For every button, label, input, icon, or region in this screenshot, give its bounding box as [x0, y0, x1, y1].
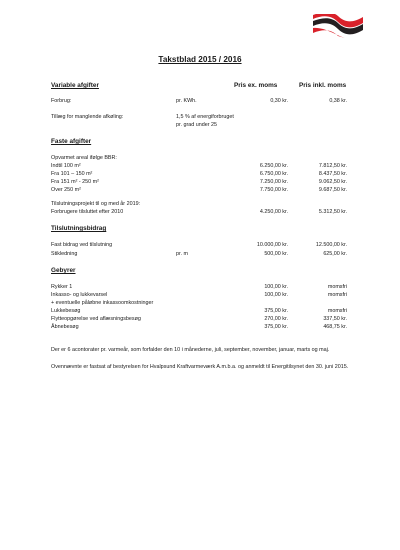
projekt-line1: Tilslutningsprojekt til og med år 2019:: [51, 201, 141, 207]
table-row-price-ex: 270,00 kr.: [264, 316, 288, 322]
column-header-incl-moms: Pris inkl. moms: [299, 82, 347, 89]
footer-note-fastsat: Ovennævnte er fastsat af bestyrelsen for Hvalpsund Kraftvarmeværk A.m.b.a. og anmeldt til Energitilsynet den 30. juni 2015.: [51, 364, 349, 370]
section-heading-faste: Faste afgifter: [51, 138, 92, 145]
table-row-price-ex: 375,00 kr.: [264, 308, 288, 314]
table-row-price-ex: 10.000,00 kr.: [256, 242, 288, 248]
column-header-ex-moms: Pris ex. moms: [234, 82, 278, 89]
table-row-price-incl: 9.687,50 kr.: [318, 187, 347, 193]
table-row-label: Åbnebesøg: [51, 324, 79, 330]
table-row-label: Fast bidrag ved tilslutning: [51, 242, 113, 248]
table-row-label: Indtil 100 m²: [51, 163, 81, 169]
table-row-price-incl: 337,50 kr.: [323, 316, 347, 322]
row-unit-line1: 1,5 % af energiforbruget: [176, 114, 234, 120]
table-row-price-ex: 6.750,00 kr.: [259, 171, 288, 177]
projekt-price-ex: 4.250,00 kr.: [259, 209, 288, 215]
table-row-price-incl: 468,75 kr.: [323, 324, 347, 330]
row-unit-line2: pr. grad under 25: [176, 122, 218, 128]
table-row-label: Lukkebesøg: [51, 308, 81, 314]
table-row-label: Fra 101 – 150 m²: [51, 171, 93, 177]
row-price-incl: 0,38 kr.: [329, 98, 347, 104]
company-logo-icon: [311, 14, 365, 38]
row-price-ex: 0,30 kr.: [270, 98, 288, 104]
table-row-label: Stikledning: [51, 251, 78, 257]
table-row-label: Fra 151 m² - 250 m²: [51, 179, 99, 185]
table-row-price-ex: 100,00 kr.: [264, 292, 288, 298]
table-row-label: + eventuelle påløbne inkassoomkostninger: [51, 300, 154, 306]
table-row-label: Flytteopgørelse ved aflæsningsbesøg: [51, 316, 141, 322]
table-row-price-ex: 7.250,00 kr.: [259, 179, 288, 185]
table-row-label: Inkasso- og lukkevarsel: [51, 292, 108, 298]
projekt-price-incl: 5.312,50 kr.: [318, 209, 347, 215]
projekt-line2: Forbrugere tilsluttet efter 2010: [51, 209, 124, 215]
page-title: Takstblad 2015 / 2016: [158, 55, 242, 64]
table-row-label: Over 250 m²: [51, 187, 81, 193]
row-unit: pr. KWh.: [176, 98, 197, 104]
table-row-price-ex: 375,00 kr.: [264, 324, 288, 330]
section-heading-variable: Variable afgifter: [51, 82, 99, 89]
table-row-price-incl: 7.812,50 kr.: [318, 163, 347, 169]
table-row-price-ex: 100,00 kr.: [264, 284, 288, 290]
footer-note-acontorater: Der er 6 acontorater pr. varmeår, som forfalder den 10 i månederne, juli, september, november, januar, marts og maj.: [51, 347, 330, 353]
row-label: Forbrug:: [51, 98, 72, 104]
table-row-price-ex: 7.750,00 kr.: [259, 187, 288, 193]
table-row-label: Rykker 1: [51, 284, 73, 290]
row-label: Tillæg for manglende afkøling:: [51, 114, 124, 120]
table-row-price-incl: momsfri: [327, 292, 347, 298]
section-heading-tilslutning: Tilslutningsbidrag: [51, 225, 107, 232]
table-row-price-incl: 12.500,00 kr.: [315, 242, 347, 248]
table-row-price-incl: momsfri: [327, 284, 347, 290]
table-row-price-incl: 625,00 kr.: [323, 251, 347, 257]
table-row-price-incl: momsfri: [327, 308, 347, 314]
table-row-price-ex: 6.250,00 kr.: [259, 163, 288, 169]
table-row-price-incl: 8.437,50 kr.: [318, 171, 347, 177]
section-heading-gebyrer: Gebyrer: [51, 267, 76, 274]
table-row-price-ex: 500,00 kr.: [264, 251, 288, 257]
table-row-price-incl: 9.062,50 kr.: [318, 179, 347, 185]
row-intro: Opvarmet areal ifølge BBR:: [51, 155, 117, 161]
table-row-unit: pr. m: [176, 251, 188, 257]
